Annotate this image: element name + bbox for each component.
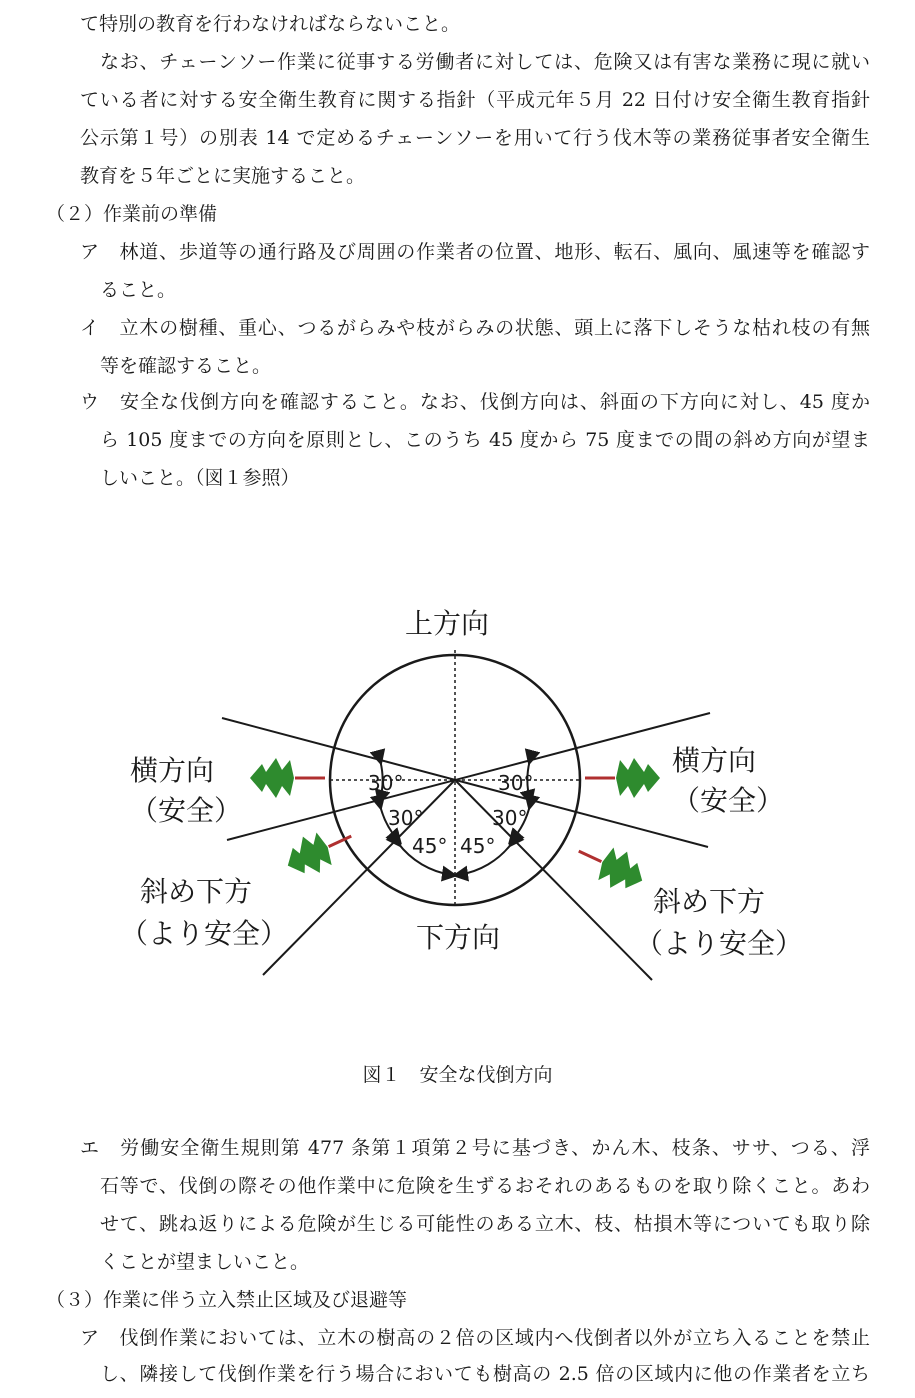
text-line: 石等で、伐倒の際その他作業中に危険を生ずるおそれのあるものを取り除くこと。あわ <box>100 1175 870 1197</box>
diag-left-label: 斜め下方 <box>140 875 253 908</box>
text-line: 等を確認すること。 <box>100 355 272 377</box>
side-left-label: 横方向 <box>130 754 215 787</box>
text-line: 教育を５年ごとに実施すること。 <box>80 165 366 187</box>
text-line: ア 林道、歩道等の通行路及び周囲の作業者の位置、地形、転石、風向、風速等を確認す <box>80 241 870 263</box>
text-line: しいこと。（図１参照） <box>100 467 300 489</box>
diag-left-sub-label: （より安全） <box>120 917 289 950</box>
felling-direction-figure <box>100 585 820 995</box>
text-line: くことが望ましいこと。 <box>100 1251 310 1273</box>
text-line: ウ 安全な伐倒方向を確認すること。なお、伐倒方向は、斜面の下方向に対し、45 度か <box>80 391 870 413</box>
section-heading: （３）作業に伴う立入禁止区域及び退避等 <box>46 1289 408 1311</box>
angle-label: 30° <box>368 771 404 795</box>
text-line: エ 労働安全衛生規則第 477 条第１項第２号に基づき、かん木、枝条、ササ、つる、浮 <box>80 1137 870 1159</box>
angle-label: 30° <box>388 806 424 830</box>
side-right-label: 横方向 <box>672 744 757 777</box>
angle-label: 30° <box>492 806 528 830</box>
diag-right-label: 斜め下方 <box>653 885 766 918</box>
tree-icon <box>250 758 325 798</box>
angle-label: 45° <box>460 834 496 858</box>
diag-right-sub-label: （より安全） <box>635 927 804 960</box>
up-direction-label: 上方向 <box>405 607 490 640</box>
text-line: ている者に対する安全衛生教育に関する指針（平成元年５月 22 日付け安全衛生教育指針 <box>80 89 870 111</box>
tree-icon <box>585 758 660 798</box>
text-line: ること。 <box>100 279 177 301</box>
text-line: て特別の教育を行わなければならないこと。 <box>80 13 461 35</box>
text-line: ア 伐倒作業においては、立木の樹高の２倍の区域内へ伐倒者以外が立ち入ることを禁止 <box>80 1327 870 1349</box>
angle-label: 45° <box>412 834 448 858</box>
angle-label: 30° <box>498 771 534 795</box>
text-line: せて、跳ね返りによる危険が生じる可能性のある立木、枝、枯損木等についても取り除 <box>100 1213 870 1235</box>
text-line: ら 105 度までの方向を原則とし、このうち 45 度から 75 度までの間の斜め方向が望ま <box>100 429 870 451</box>
text-line: 公示第１号）の別表 14 で定めるチェーンソーを用いて行う伐木等の業務従事者安全衛生 <box>80 127 870 149</box>
tree-icon <box>570 833 650 899</box>
section-heading: （２）作業前の準備 <box>46 203 218 225</box>
text-line: イ 立木の樹種、重心、つるがらみや枝がらみの状態、頭上に落下しそうな枯れ枝の有無 <box>80 317 870 339</box>
side-left-sub-label: （安全） <box>130 794 243 827</box>
side-right-sub-label: （安全） <box>672 784 785 817</box>
tree-icon <box>279 818 359 884</box>
figure-caption: 図１ 安全な伐倒方向 <box>362 1064 553 1086</box>
text-line: なお、チェーンソー作業に従事する労働者に対しては、危険又は有害な業務に現に就い <box>100 51 870 73</box>
down-direction-label: 下方向 <box>416 921 501 954</box>
text-line: し、隣接して伐倒作業を行う場合においても樹高の 2.5 倍の区域内に他の作業者を立ち <box>100 1363 870 1385</box>
